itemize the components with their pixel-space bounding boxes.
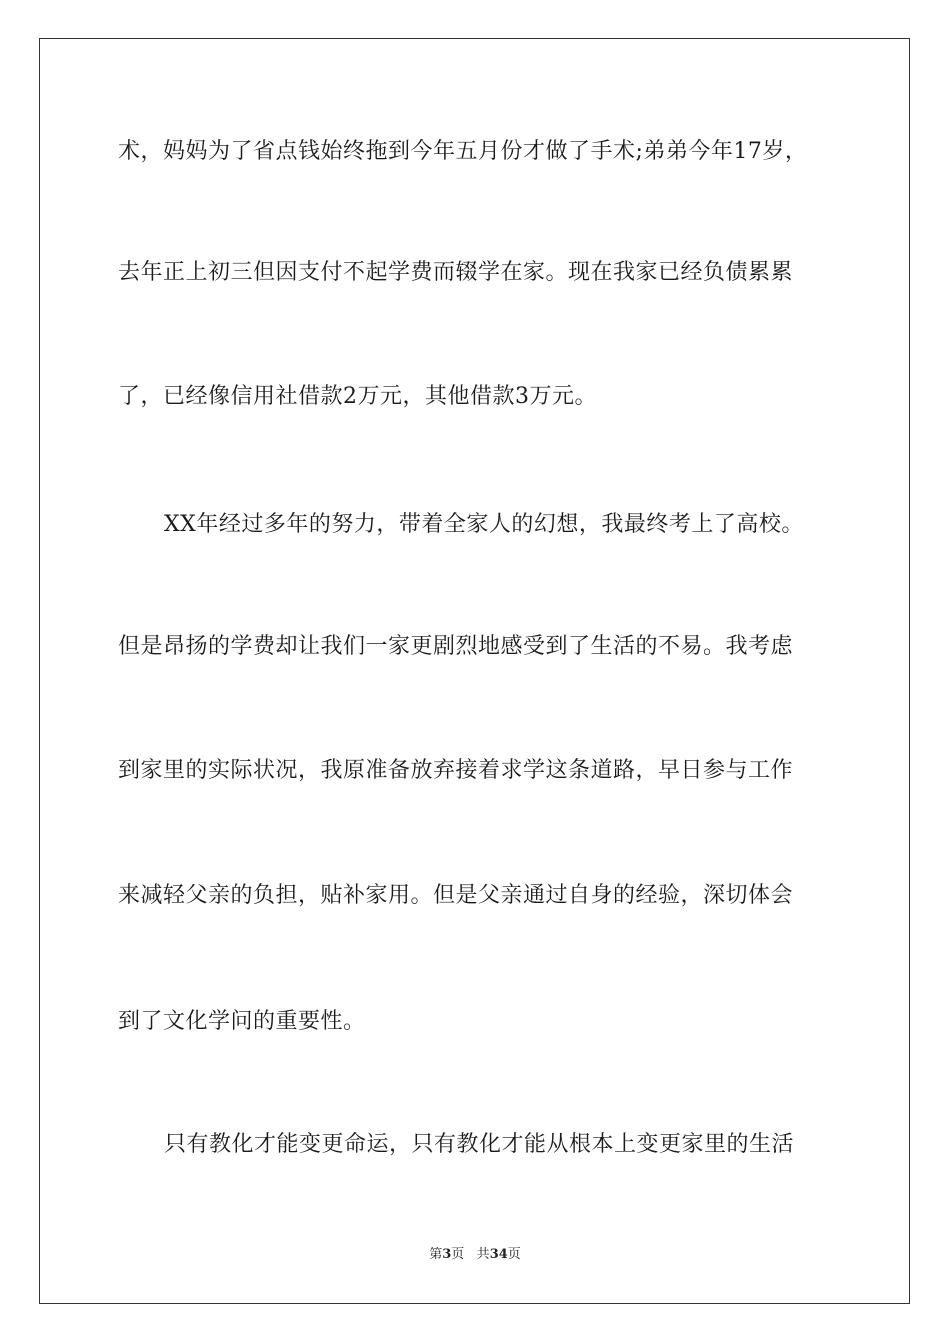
footer-page-number: 3 bbox=[442, 1247, 452, 1262]
page-footer bbox=[0, 1246, 950, 1264]
body-line-1: 术，妈妈为了省点钱始终拖到今年五月份才做了手术;弟弟今年17岁， bbox=[118, 139, 808, 164]
page-border bbox=[39, 38, 910, 1304]
body-line-2: 去年正上初三但因支付不起学费而辍学在家。现在我家已经负债累累 bbox=[118, 260, 794, 285]
footer-total-pages: 34 bbox=[489, 1247, 508, 1262]
footer-page-prefix: 第 bbox=[429, 1247, 443, 1262]
body-line-7: 来减轻父亲的负担，贴补家用。但是父亲通过自身的经验，深切体会 bbox=[118, 883, 794, 908]
body-line-8: 到了文化学问的重要性。 bbox=[118, 1009, 366, 1034]
body-line-6: 到家里的实际状况，我原准备放弃接着求学这条道路，早日参与工作 bbox=[118, 758, 794, 783]
footer-total-prefix: 共 bbox=[476, 1247, 490, 1262]
footer-page-suffix: 页 bbox=[451, 1247, 465, 1262]
body-line-4: XX年经过多年的努力，带着全家人的幻想，我最终考上了高校。 bbox=[164, 512, 804, 537]
body-line-5: 但是昂扬的学费却让我们一家更剧烈地感受到了生活的不易。我考虑 bbox=[118, 634, 794, 659]
body-line-9: 只有教化才能变更命运，只有教化才能从根本上变更家里的生活 bbox=[164, 1132, 795, 1157]
footer-total-suffix: 页 bbox=[507, 1247, 521, 1262]
body-line-3: 了，已经像信用社借款2万元，其他借款3万元。 bbox=[118, 384, 597, 409]
